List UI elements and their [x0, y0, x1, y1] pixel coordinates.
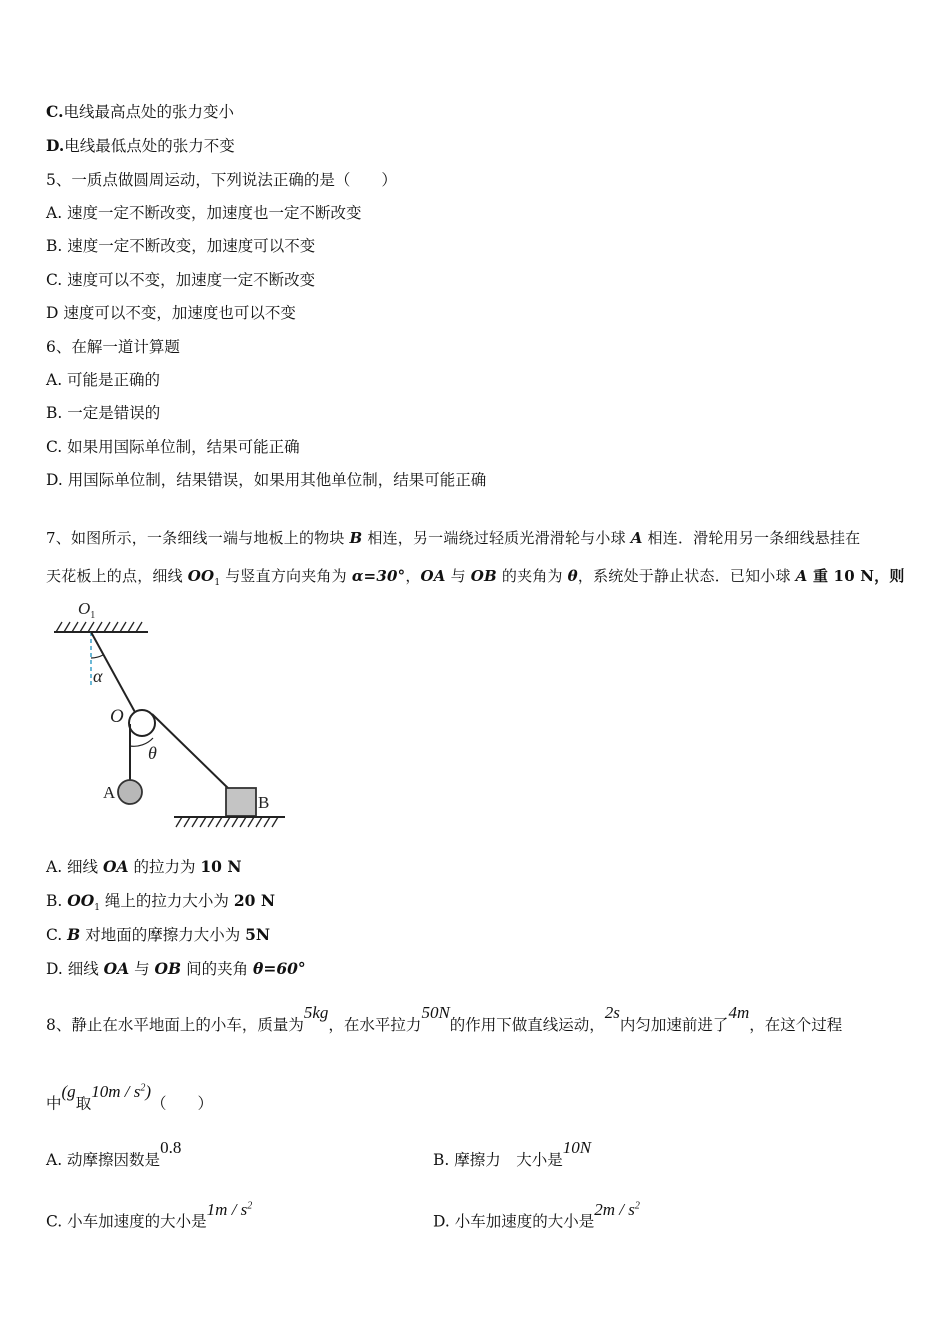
text: 对地面的摩擦力大小为	[80, 926, 246, 944]
value: 20 N	[233, 891, 275, 910]
math-paren: )	[145, 1081, 151, 1101]
var-b: B	[349, 529, 363, 547]
pulley	[129, 710, 155, 736]
text: A. 动摩擦因数是	[46, 1151, 161, 1169]
value: 10 N	[200, 857, 242, 876]
q4-option-d	[46, 136, 235, 156]
q5-option-d: D 速度可以不变，加速度也可以不变	[46, 304, 296, 322]
var-oa: OA	[420, 567, 446, 585]
q5-option-c: C. 速度可以不变，加速度一定不断改变	[46, 271, 316, 289]
text: 中	[46, 1094, 62, 1113]
q6-option-b: B. 一定是错误的	[46, 404, 161, 422]
option-text: 电线最高点处的张力变小	[63, 103, 234, 121]
text: ，系统处于静止状态．已知小球	[577, 567, 796, 585]
math-force: 50N	[421, 1003, 450, 1022]
q6-stem: 6、在解一道计算题	[46, 338, 180, 356]
q7-option-c	[46, 925, 270, 945]
q8-option-d	[433, 1199, 640, 1232]
label-b: B	[258, 793, 270, 812]
text: 与	[129, 960, 155, 978]
var-ob: OB	[154, 959, 182, 978]
math-value: 2m / s	[594, 1199, 635, 1219]
superscript: 2	[634, 1200, 640, 1211]
var-a: A	[795, 567, 808, 585]
label-o1: $O_1$	[78, 599, 96, 621]
value: θ=60°	[253, 959, 306, 978]
text: ，在水平拉力	[328, 1016, 422, 1034]
subscript: 1	[214, 578, 221, 588]
option-letter: C.	[46, 102, 64, 121]
text: A. 细线	[46, 858, 103, 876]
var-oo1: OO	[67, 891, 95, 910]
math-value: 0.8	[160, 1138, 182, 1157]
option-text: 电线最低点处的张力不变	[64, 137, 235, 155]
text: 相连．滑轮用另一条细线悬挂在	[642, 529, 861, 547]
q8-stem-line1	[46, 1003, 843, 1035]
text: （ ）	[151, 1094, 214, 1113]
math-g-value: 10m / s	[91, 1081, 141, 1101]
option-letter: D.	[46, 136, 65, 155]
text: 取	[75, 1094, 92, 1113]
var-alpha: α=30°	[351, 567, 406, 585]
text: C. 小车加速度的大小是	[46, 1212, 207, 1231]
alpha-arc	[91, 655, 103, 658]
text: 的夹角为	[496, 567, 568, 585]
q7-stem-line1	[46, 528, 860, 548]
q7-option-b	[46, 891, 275, 918]
text: ，	[405, 567, 421, 585]
q6-option-d: D. 用国际单位制，结果错误，如果用其他单位制，结果可能正确	[46, 471, 487, 489]
text: 内匀加速前进了	[619, 1016, 729, 1034]
q6-option-a: A. 可能是正确的	[46, 371, 161, 389]
text: ，在这个过程	[749, 1016, 843, 1034]
math-g: (g	[61, 1081, 76, 1101]
math-value: 1m / s	[206, 1199, 248, 1219]
q5-option-a: A. 速度一定不断改变，加速度也一定不断改变	[46, 204, 362, 222]
var-oa: OA	[102, 857, 129, 876]
text: 7、如图所示，一条细线一端与地板上的物块	[46, 529, 350, 547]
text: 重 10 N，则	[807, 567, 905, 585]
ceiling-hatch	[56, 622, 142, 632]
text: 8、静止在水平地面上的小车，质量为	[46, 1016, 304, 1034]
pulley-diagram	[48, 596, 298, 832]
text: B.	[46, 892, 68, 910]
text: 相连，另一端绕过轻质光滑滑轮与小球	[362, 529, 631, 547]
var-oa: OA	[103, 959, 130, 978]
text: D. 细线	[46, 960, 104, 978]
superscript: 2	[247, 1200, 253, 1211]
q4-option-c	[46, 102, 234, 122]
ball-a	[118, 780, 142, 804]
q8-option-b	[433, 1138, 592, 1170]
string-ob	[152, 714, 232, 792]
text: 与竖直方向夹角为	[220, 567, 352, 585]
math-distance: 4m	[728, 1003, 750, 1022]
label-alpha: α	[93, 666, 103, 686]
var-oo1: OO	[187, 567, 215, 585]
text: 的作用下做直线运动，	[449, 1016, 605, 1034]
var-ob: OB	[470, 567, 497, 585]
text: C.	[46, 926, 68, 944]
text: B. 摩擦力 大小是	[433, 1151, 563, 1169]
label-o: O	[110, 706, 124, 727]
subscript: 1	[94, 903, 100, 914]
math-time: 2s	[604, 1003, 620, 1022]
text: D. 小车加速度的大小是	[433, 1212, 595, 1231]
var-a: A	[630, 529, 643, 547]
math-mass: 5kg	[303, 1003, 329, 1022]
var-theta: θ	[567, 567, 578, 585]
q8-option-a	[46, 1138, 182, 1170]
text: 与	[445, 567, 471, 585]
text: 的拉力为	[128, 858, 201, 876]
q5-stem: 5、一质点做圆周运动，下列说法正确的是（ ）	[46, 171, 397, 189]
text: 天花板上的点，细线	[46, 567, 188, 585]
superscript: 2	[140, 1082, 146, 1093]
math-value: 10N	[562, 1138, 592, 1157]
q7-option-a	[46, 857, 242, 877]
q6-option-c: C. 如果用国际单位制，结果可能正确	[46, 438, 300, 456]
q7-option-d	[46, 959, 306, 979]
q8-stem-line2	[46, 1081, 214, 1114]
value: 5N	[245, 925, 271, 944]
text: 绳上的拉力大小为	[100, 892, 234, 910]
text: 间的夹角	[181, 960, 254, 978]
block-b	[226, 788, 256, 816]
floor-hatch	[176, 817, 278, 827]
var-b: B	[67, 925, 81, 944]
q8-option-c	[46, 1199, 253, 1232]
q7-stem-line2	[46, 566, 905, 593]
q5-option-b: B. 速度一定不断改变，加速度可以不变	[46, 237, 316, 255]
label-a: A	[103, 783, 116, 802]
label-theta: θ	[148, 743, 157, 763]
